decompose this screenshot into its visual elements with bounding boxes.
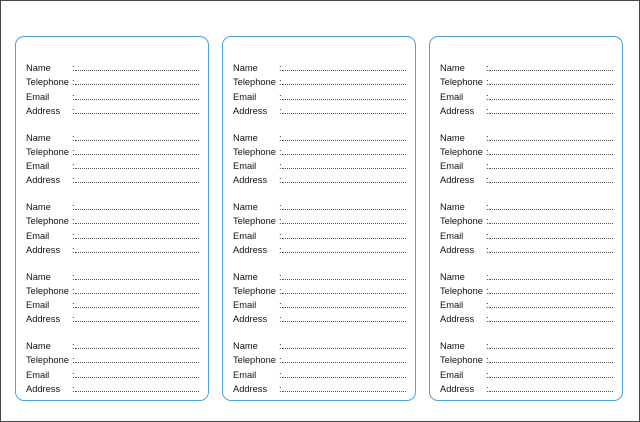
field-separator: : [279, 230, 282, 241]
field-label: Name [233, 341, 258, 351]
dotted-fill-line[interactable] [75, 70, 199, 71]
field-separator: : [72, 271, 75, 282]
dotted-fill-line[interactable] [75, 293, 199, 294]
field-label: Name [440, 132, 465, 143]
field-separator: : [72, 161, 75, 172]
dotted-fill-line[interactable] [489, 70, 613, 71]
field-separator: : [486, 383, 489, 394]
dotted-fill-line[interactable] [489, 238, 613, 239]
field-row-address [223, 243, 415, 257]
field-row-address [430, 312, 622, 326]
field-row-address [16, 382, 208, 396]
dotted-fill-line[interactable] [282, 293, 406, 294]
field-separator: : [486, 216, 489, 227]
field-row-address [223, 173, 415, 187]
field-row-email [430, 229, 622, 243]
dotted-fill-line[interactable] [75, 348, 199, 349]
field-separator: : [72, 105, 75, 116]
field-separator: : [486, 300, 489, 311]
field-label: Email [440, 369, 464, 380]
field-separator: : [72, 285, 75, 296]
field-row-telephone [16, 353, 208, 367]
field-row-email [223, 298, 415, 312]
field-label: Email [440, 300, 464, 311]
dotted-fill-line[interactable] [282, 209, 406, 210]
field-label: Telephone [26, 285, 69, 296]
field-label: Telephone [233, 77, 276, 88]
field-separator: : [72, 216, 75, 227]
dotted-fill-line[interactable] [282, 252, 406, 253]
field-separator: : [72, 91, 75, 102]
field-row-email [430, 90, 622, 104]
field-label: Address [233, 105, 268, 116]
field-row-telephone [223, 75, 415, 89]
field-row-address [16, 173, 208, 187]
field-row-name [223, 131, 415, 145]
field-separator: : [486, 271, 489, 282]
field-row-address [16, 104, 208, 118]
dotted-fill-line[interactable] [282, 362, 406, 363]
field-separator: : [279, 91, 282, 102]
field-separator: : [486, 175, 489, 186]
field-separator: : [72, 300, 75, 311]
field-separator: : [279, 105, 282, 116]
field-label: Name [440, 63, 465, 73]
dotted-fill-line[interactable] [489, 321, 613, 322]
field-row-email [223, 368, 415, 382]
field-row-telephone [430, 145, 622, 159]
field-separator: : [486, 132, 489, 143]
dotted-fill-line[interactable] [489, 307, 613, 308]
field-label: Telephone [440, 355, 483, 366]
field-label: Email [233, 161, 257, 172]
field-label: Email [26, 161, 50, 172]
field-row-telephone [223, 145, 415, 159]
dotted-fill-line[interactable] [75, 307, 199, 308]
dotted-fill-line[interactable] [489, 293, 613, 294]
dotted-fill-line[interactable] [489, 252, 613, 253]
field-label: Telephone [233, 285, 276, 296]
field-label: Name [440, 202, 465, 212]
field-separator: : [279, 300, 282, 311]
field-separator: : [486, 105, 489, 116]
field-label: Name [26, 132, 51, 143]
dotted-fill-line[interactable] [75, 223, 199, 224]
dotted-fill-line[interactable] [282, 321, 406, 322]
field-label: Address [26, 244, 61, 255]
field-row-address [430, 243, 622, 257]
field-separator: : [72, 314, 75, 325]
dotted-fill-line[interactable] [282, 391, 406, 392]
field-label: Telephone [233, 146, 276, 157]
field-label: Address [233, 383, 268, 394]
field-separator: : [486, 230, 489, 241]
field-separator: : [279, 175, 282, 186]
dotted-fill-line[interactable] [282, 377, 406, 378]
field-separator: : [279, 146, 282, 157]
field-separator: : [72, 202, 75, 212]
dotted-fill-line[interactable] [282, 168, 406, 169]
dotted-fill-line[interactable] [489, 362, 613, 363]
dotted-fill-line[interactable] [282, 84, 406, 85]
field-row-email [16, 90, 208, 104]
dotted-fill-line[interactable] [489, 84, 613, 85]
field-label: Email [440, 230, 464, 241]
field-row-telephone [223, 214, 415, 228]
field-row-telephone [223, 353, 415, 367]
field-label: Address [233, 175, 268, 186]
field-label: Address [26, 105, 61, 116]
field-row-name [223, 270, 415, 284]
dotted-fill-line[interactable] [75, 209, 199, 210]
dotted-fill-line[interactable] [489, 168, 613, 169]
field-row-address [223, 104, 415, 118]
field-separator: : [279, 244, 282, 255]
dotted-fill-line[interactable] [282, 113, 406, 114]
field-label: Name [26, 271, 51, 282]
field-separator: : [279, 132, 282, 143]
dotted-fill-line[interactable] [75, 154, 199, 155]
field-row-name [430, 200, 622, 214]
field-separator: : [72, 383, 75, 394]
field-label: Address [233, 244, 268, 255]
field-label: Email [26, 230, 50, 241]
field-separator: : [279, 369, 282, 380]
field-row-address [16, 243, 208, 257]
field-row-telephone [16, 145, 208, 159]
field-label: Email [440, 91, 464, 102]
field-label: Telephone [26, 77, 69, 88]
field-separator: : [72, 369, 75, 380]
field-separator: : [279, 271, 282, 282]
field-row-email [223, 159, 415, 173]
field-row-telephone [16, 284, 208, 298]
field-row-name [16, 339, 208, 353]
field-label: Email [233, 369, 257, 380]
field-separator: : [72, 132, 75, 143]
dotted-fill-line[interactable] [75, 279, 199, 280]
field-separator: : [486, 369, 489, 380]
field-separator: : [486, 244, 489, 255]
field-row-address [16, 312, 208, 326]
field-separator: : [72, 341, 75, 351]
field-row-address [223, 312, 415, 326]
dotted-fill-line[interactable] [75, 182, 199, 183]
dotted-fill-line[interactable] [489, 113, 613, 114]
dotted-fill-line[interactable] [282, 307, 406, 308]
field-label: Email [26, 369, 50, 380]
field-label: Email [440, 161, 464, 172]
field-separator: : [72, 77, 75, 88]
field-row-name [223, 61, 415, 75]
field-row-telephone [430, 75, 622, 89]
field-separator: : [72, 230, 75, 241]
dotted-fill-line[interactable] [282, 154, 406, 155]
field-separator: : [72, 175, 75, 186]
field-row-email [16, 298, 208, 312]
field-separator: : [486, 77, 489, 88]
field-row-name [223, 200, 415, 214]
field-separator: : [279, 341, 282, 351]
field-label: Name [233, 202, 258, 212]
dotted-fill-line[interactable] [489, 209, 613, 210]
field-row-telephone [16, 75, 208, 89]
field-label: Email [233, 300, 257, 311]
dotted-fill-line[interactable] [489, 377, 613, 378]
field-separator: : [486, 341, 489, 351]
field-row-email [430, 298, 622, 312]
dotted-fill-line[interactable] [489, 223, 613, 224]
field-label: Address [440, 105, 475, 116]
field-label: Address [440, 314, 475, 325]
dotted-fill-line[interactable] [282, 238, 406, 239]
dotted-fill-line[interactable] [75, 168, 199, 169]
address-card [429, 36, 623, 401]
field-row-email [430, 368, 622, 382]
field-row-telephone [223, 284, 415, 298]
field-label: Telephone [440, 285, 483, 296]
field-separator: : [486, 91, 489, 102]
dotted-fill-line[interactable] [75, 321, 199, 322]
field-row-telephone [430, 214, 622, 228]
field-row-telephone [430, 353, 622, 367]
field-row-name [430, 61, 622, 75]
address-card [15, 36, 209, 401]
field-label: Address [26, 175, 61, 186]
field-label: Telephone [440, 216, 483, 227]
field-label: Telephone [26, 355, 69, 366]
dotted-fill-line[interactable] [75, 377, 199, 378]
field-separator: : [279, 63, 282, 73]
field-label: Address [233, 314, 268, 325]
field-label: Telephone [440, 77, 483, 88]
field-row-email [16, 368, 208, 382]
field-label: Name [26, 202, 51, 212]
field-label: Name [26, 341, 51, 351]
field-label: Name [233, 63, 258, 73]
field-row-name [430, 270, 622, 284]
dotted-fill-line[interactable] [282, 140, 406, 141]
field-separator: : [279, 202, 282, 212]
address-card [222, 36, 416, 401]
field-separator: : [486, 202, 489, 212]
field-row-telephone [430, 284, 622, 298]
dotted-fill-line[interactable] [75, 252, 199, 253]
dotted-fill-line[interactable] [75, 99, 199, 100]
field-label: Telephone [26, 146, 69, 157]
dotted-fill-line[interactable] [75, 391, 199, 392]
field-label: Address [440, 175, 475, 186]
dotted-fill-line[interactable] [282, 279, 406, 280]
field-separator: : [72, 244, 75, 255]
dotted-fill-line[interactable] [75, 238, 199, 239]
field-label: Name [233, 132, 258, 143]
field-label: Name [26, 63, 51, 73]
field-separator: : [486, 285, 489, 296]
field-row-telephone [16, 214, 208, 228]
field-label: Address [26, 383, 61, 394]
field-label: Address [440, 244, 475, 255]
field-label: Telephone [440, 146, 483, 157]
field-row-email [223, 90, 415, 104]
field-label: Address [26, 314, 61, 325]
field-row-name [16, 131, 208, 145]
dotted-fill-line[interactable] [489, 140, 613, 141]
field-label: Email [26, 91, 50, 102]
field-separator: : [279, 383, 282, 394]
dotted-fill-line[interactable] [75, 84, 199, 85]
field-label: Address [440, 383, 475, 394]
field-row-address [223, 382, 415, 396]
field-row-address [430, 173, 622, 187]
field-row-address [430, 382, 622, 396]
field-label: Telephone [233, 355, 276, 366]
field-label: Name [440, 271, 465, 282]
dotted-fill-line[interactable] [282, 99, 406, 100]
field-separator: : [486, 146, 489, 157]
field-separator: : [486, 355, 489, 366]
dotted-fill-line[interactable] [489, 279, 613, 280]
dotted-fill-line[interactable] [489, 348, 613, 349]
field-separator: : [486, 161, 489, 172]
field-separator: : [72, 355, 75, 366]
field-label: Email [233, 230, 257, 241]
field-row-email [16, 159, 208, 173]
field-separator: : [279, 161, 282, 172]
dotted-fill-line[interactable] [489, 99, 613, 100]
dotted-fill-line[interactable] [282, 182, 406, 183]
dotted-fill-line[interactable] [75, 362, 199, 363]
field-separator: : [486, 63, 489, 73]
field-row-name [430, 131, 622, 145]
field-label: Email [26, 300, 50, 311]
field-row-name [16, 270, 208, 284]
field-separator: : [279, 77, 282, 88]
field-row-email [223, 229, 415, 243]
dotted-fill-line[interactable] [489, 391, 613, 392]
dotted-fill-line[interactable] [75, 140, 199, 141]
field-row-address [430, 104, 622, 118]
dotted-fill-line[interactable] [282, 70, 406, 71]
field-label: Telephone [26, 216, 69, 227]
field-separator: : [72, 146, 75, 157]
field-separator: : [279, 314, 282, 325]
field-separator: : [72, 63, 75, 73]
field-separator: : [279, 355, 282, 366]
field-separator: : [486, 314, 489, 325]
dotted-fill-line[interactable] [282, 348, 406, 349]
field-separator: : [279, 216, 282, 227]
field-label: Telephone [233, 216, 276, 227]
dotted-fill-line[interactable] [75, 113, 199, 114]
field-row-name [16, 200, 208, 214]
field-row-email [430, 159, 622, 173]
field-row-name [223, 339, 415, 353]
dotted-fill-line[interactable] [489, 154, 613, 155]
dotted-fill-line[interactable] [282, 223, 406, 224]
dotted-fill-line[interactable] [489, 182, 613, 183]
field-row-email [16, 229, 208, 243]
field-label: Email [233, 91, 257, 102]
field-row-name [16, 61, 208, 75]
field-label: Name [440, 341, 465, 351]
field-label: Name [233, 271, 258, 282]
field-row-name [430, 339, 622, 353]
field-separator: : [279, 285, 282, 296]
